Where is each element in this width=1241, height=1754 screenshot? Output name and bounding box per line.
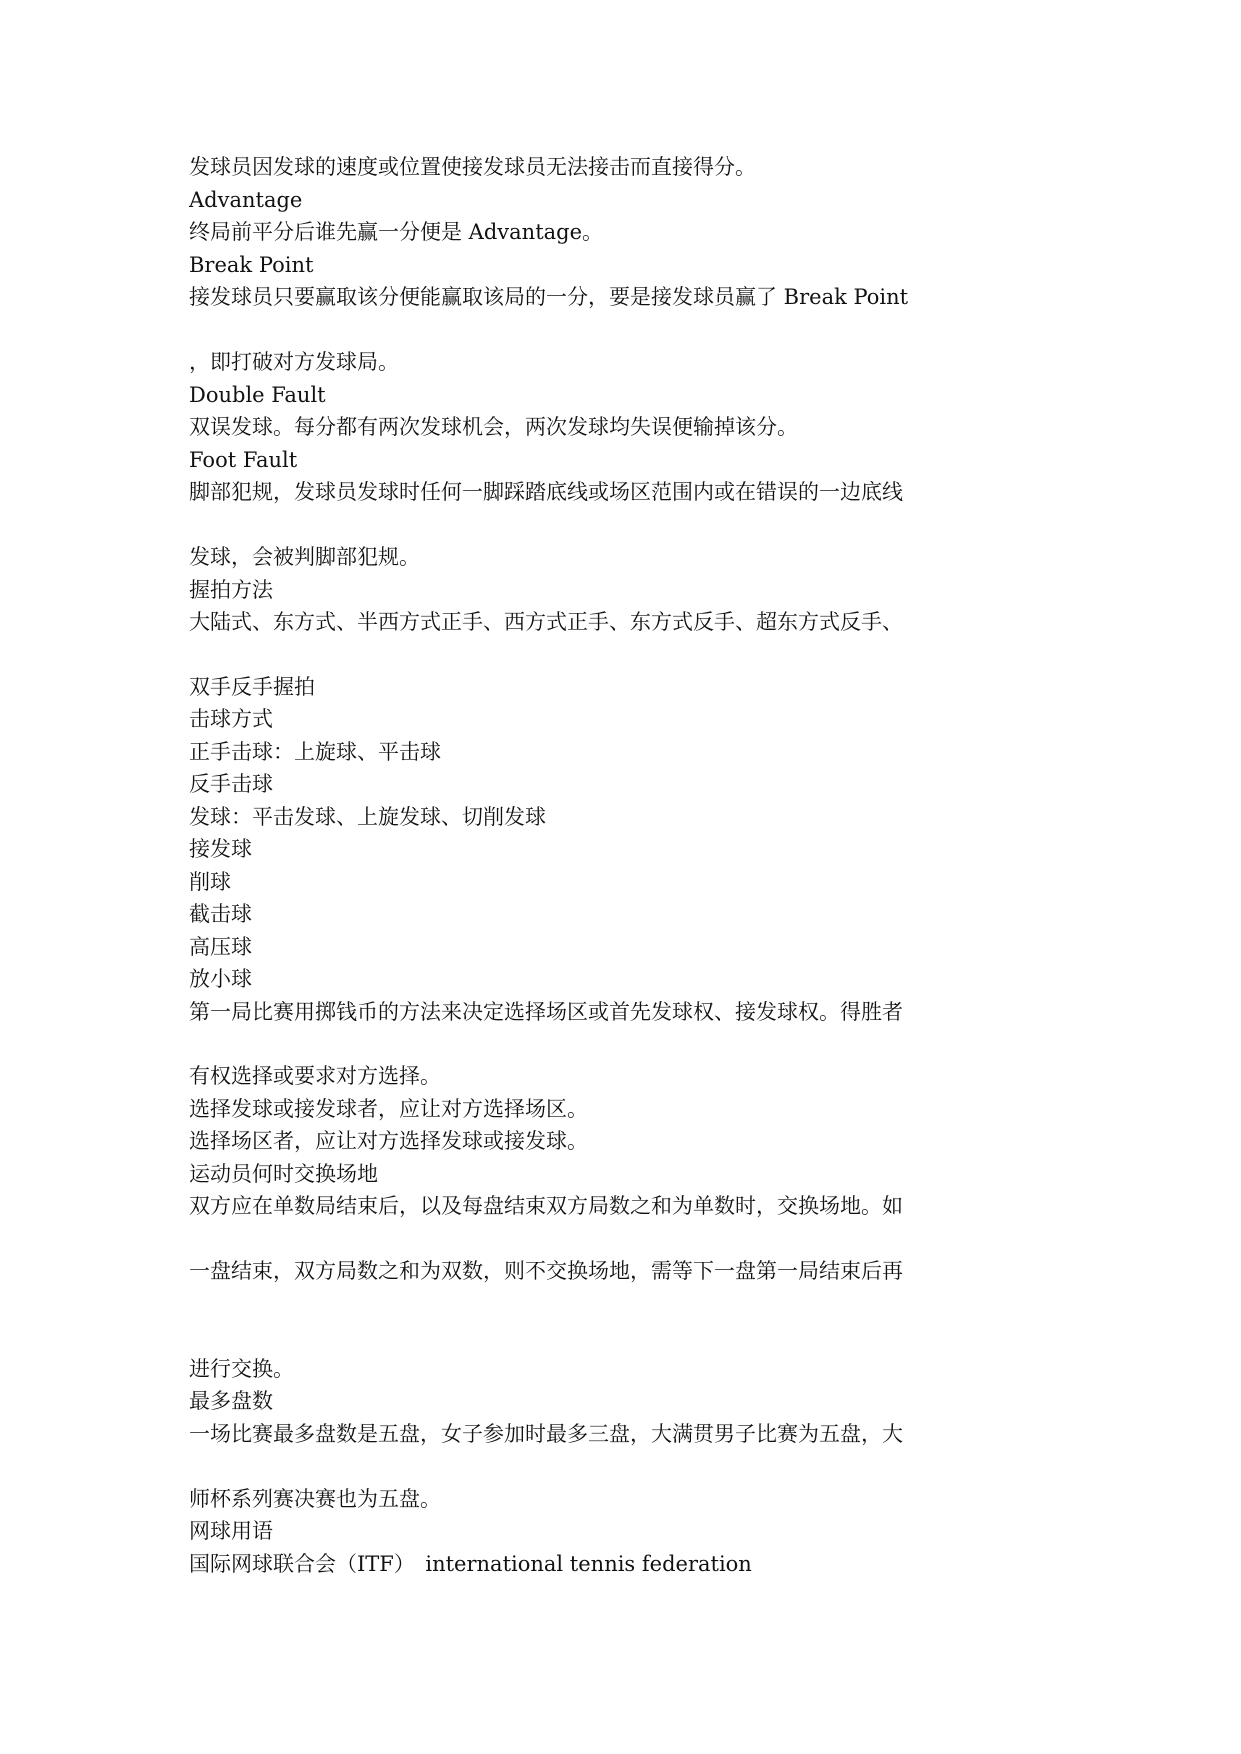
section-heading: 最多盘数 (189, 1389, 273, 1413)
text-line: 终局前平分后谁先赢一分便是 Advantage。 (189, 220, 604, 244)
text-line: 放小球 (189, 967, 252, 991)
section-heading: 运动员何时交换场地 (189, 1162, 378, 1186)
text-line: 双方应在单数局结束后，以及每盘结束双方局数之和为单数时，交换场地。如 (189, 1194, 903, 1218)
text-line: 反手击球 (189, 772, 273, 796)
term-heading: Foot Fault (189, 448, 298, 472)
text-line: 接发球 (189, 837, 252, 861)
text-line: 发球：平击发球、上旋发球、切削发球 (189, 805, 546, 829)
section-heading: 网球用语 (189, 1519, 273, 1543)
text-line: 接发球员只要赢取该分便能赢取该局的一分，要是接发球员赢了 Break Point (189, 285, 909, 309)
text-line: 正手击球：上旋球、平击球 (189, 740, 441, 764)
text-line: 大陆式、东方式、半西方式正手、西方式正手、东方式反手、超东方式反手、 (189, 610, 903, 634)
text-line: 进行交换。 (189, 1357, 294, 1381)
text-line: 第一局比赛用掷钱币的方法来决定选择场区或首先发球权、接发球权。得胜者 (189, 1000, 903, 1024)
text-line: 选择场区者，应让对方选择发球或接发球。 (189, 1129, 588, 1153)
text-line: 师杯系列赛决赛也为五盘。 (189, 1487, 441, 1511)
text-line: 一场比赛最多盘数是五盘，女子参加时最多三盘，大满贯男子比赛为五盘，大 (189, 1422, 903, 1446)
text-line: 高压球 (189, 935, 252, 959)
term-heading: Advantage (189, 188, 303, 212)
term-heading: Break Point (189, 253, 314, 277)
text-line: 一盘结束，双方局数之和为双数，则不交换场地，需等下一盘第一局结束后再 (189, 1259, 903, 1283)
text-line: 削球 (189, 870, 231, 894)
text-line: 脚部犯规，发球员发球时任何一脚踩踏底线或场区范围内或在错误的一边底线 (189, 480, 903, 504)
text-line: 双手反手握拍 (189, 675, 315, 699)
text-line: ，即打破对方发球局。 (189, 350, 399, 374)
text-line: 发球员因发球的速度或位置使接发球员无法接击而直接得分。 (189, 155, 756, 179)
text-line: 国际网球联合会（ITF） international tennis federation (189, 1552, 752, 1576)
term-heading: Double Fault (189, 383, 326, 407)
text-line: 发球，会被判脚部犯规。 (189, 545, 420, 569)
text-line: 选择发球或接发球者，应让对方选择场区。 (189, 1097, 588, 1121)
section-heading: 击球方式 (189, 707, 273, 731)
text-line: 截击球 (189, 902, 252, 926)
text-line: 双误发球。每分都有两次发球机会，两次发球均失误便输掉该分。 (189, 415, 798, 439)
section-heading: 握拍方法 (189, 578, 273, 602)
text-line: 有权选择或要求对方选择。 (189, 1064, 441, 1088)
